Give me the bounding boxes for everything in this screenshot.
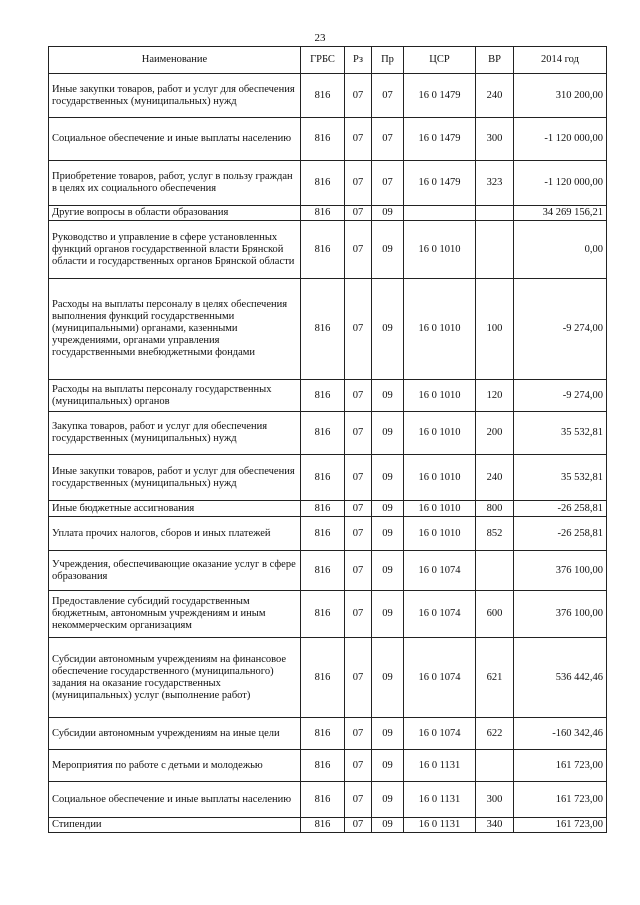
row-csr: 16 0 1010 <box>404 517 476 551</box>
row-rz: 07 <box>345 279 372 380</box>
row-csr: 16 0 1479 <box>404 161 476 206</box>
row-rz: 07 <box>345 412 372 455</box>
row-name: Иные закупки товаров, работ и услуг для обеспечения государственных (муниципальных) нужд <box>49 455 301 501</box>
row-grbs: 816 <box>301 221 345 279</box>
row-rz: 07 <box>345 118 372 161</box>
row-pr: 09 <box>372 517 404 551</box>
row-vr: 200 <box>476 412 514 455</box>
row-amount: 161 723,00 <box>514 818 607 833</box>
row-name: Учреждения, обеспечивающие оказание услуг в сфере образования <box>49 551 301 591</box>
row-name: Уплата прочих налогов, сборов и иных платежей <box>49 517 301 551</box>
table-row <box>49 380 607 412</box>
row-vr: 340 <box>476 818 514 833</box>
row-csr: 16 0 1074 <box>404 718 476 750</box>
row-csr <box>404 206 476 221</box>
row-vr: 100 <box>476 279 514 380</box>
row-name: Закупка товаров, работ и услуг для обеспечения государственных (муниципальных) нужд <box>49 412 301 455</box>
row-csr: 16 0 1010 <box>404 455 476 501</box>
row-csr: 16 0 1074 <box>404 551 476 591</box>
row-name: Расходы на выплаты персоналу государственных (муниципальных) органов <box>49 380 301 412</box>
row-amount: -26 258,81 <box>514 501 607 517</box>
table-row <box>49 74 607 118</box>
row-amount: 35 532,81 <box>514 412 607 455</box>
row-amount: 310 200,00 <box>514 74 607 118</box>
row-csr: 16 0 1131 <box>404 818 476 833</box>
row-rz: 07 <box>345 380 372 412</box>
row-grbs: 816 <box>301 380 345 412</box>
row-amount: 376 100,00 <box>514 591 607 638</box>
row-vr: 300 <box>476 782 514 818</box>
row-grbs: 816 <box>301 591 345 638</box>
row-name: Приобретение товаров, работ, услуг в пользу граждан в целях их социального обеспечения <box>49 161 301 206</box>
row-vr <box>476 221 514 279</box>
table-row <box>49 551 607 591</box>
row-pr: 09 <box>372 750 404 782</box>
row-grbs: 816 <box>301 118 345 161</box>
table-row <box>49 782 607 818</box>
row-vr: 240 <box>476 74 514 118</box>
row-csr: 16 0 1131 <box>404 750 476 782</box>
row-amount: -1 120 000,00 <box>514 118 607 161</box>
row-vr: 300 <box>476 118 514 161</box>
row-name: Стипендии <box>49 818 301 833</box>
row-grbs: 816 <box>301 638 345 718</box>
row-vr: 120 <box>476 380 514 412</box>
table-row <box>49 221 607 279</box>
row-csr: 16 0 1479 <box>404 118 476 161</box>
row-csr: 16 0 1010 <box>404 221 476 279</box>
table-row <box>49 591 607 638</box>
row-pr: 09 <box>372 718 404 750</box>
row-pr: 07 <box>372 161 404 206</box>
table-row <box>49 206 607 221</box>
row-grbs: 816 <box>301 818 345 833</box>
row-pr: 09 <box>372 551 404 591</box>
table-row <box>49 455 607 501</box>
row-pr: 09 <box>372 455 404 501</box>
table-row <box>49 818 607 833</box>
row-pr: 09 <box>372 412 404 455</box>
table-body <box>49 74 607 833</box>
row-vr: 621 <box>476 638 514 718</box>
row-grbs: 816 <box>301 750 345 782</box>
row-name: Другие вопросы в области образования <box>49 206 301 221</box>
row-name: Руководство и управление в сфере установленных функций органов государственной власти Брянской области и государственных органов Брянской области <box>49 221 301 279</box>
row-pr: 09 <box>372 380 404 412</box>
row-pr: 09 <box>372 279 404 380</box>
row-grbs: 816 <box>301 455 345 501</box>
row-pr: 07 <box>372 118 404 161</box>
row-amount: 536 442,46 <box>514 638 607 718</box>
row-rz: 07 <box>345 782 372 818</box>
row-rz: 07 <box>345 221 372 279</box>
row-amount: 161 723,00 <box>514 750 607 782</box>
page-number: 23 <box>314 32 326 44</box>
row-grbs: 816 <box>301 161 345 206</box>
row-rz: 07 <box>345 591 372 638</box>
row-vr: 323 <box>476 161 514 206</box>
row-rz: 07 <box>345 551 372 591</box>
table-row <box>49 750 607 782</box>
row-name: Расходы на выплаты персоналу в целях обеспечения выполнения функций государственными (муниципальными) органами, казенными учреждениями, органами управления государственными внебюджетными фондами <box>49 279 301 380</box>
row-amount: 376 100,00 <box>514 551 607 591</box>
row-pr: 09 <box>372 591 404 638</box>
row-csr: 16 0 1479 <box>404 74 476 118</box>
table-row <box>49 718 607 750</box>
row-rz: 07 <box>345 501 372 517</box>
header-rz: Рз <box>345 47 372 74</box>
row-csr: 16 0 1010 <box>404 380 476 412</box>
table-row <box>49 638 607 718</box>
row-grbs: 816 <box>301 718 345 750</box>
row-vr: 600 <box>476 591 514 638</box>
row-rz: 07 <box>345 638 372 718</box>
row-name: Иные бюджетные ассигнования <box>49 501 301 517</box>
row-grbs: 816 <box>301 412 345 455</box>
row-pr: 09 <box>372 818 404 833</box>
header-vr: ВР <box>476 47 514 74</box>
budget-table <box>48 46 607 833</box>
row-rz: 07 <box>345 206 372 221</box>
row-grbs: 816 <box>301 551 345 591</box>
row-csr: 16 0 1131 <box>404 782 476 818</box>
row-pr: 09 <box>372 221 404 279</box>
row-name: Социальное обеспечение и иные выплаты населению <box>49 782 301 818</box>
row-pr: 09 <box>372 638 404 718</box>
row-amount: 34 269 156,21 <box>514 206 607 221</box>
table-row <box>49 118 607 161</box>
row-rz: 07 <box>345 818 372 833</box>
row-vr: 852 <box>476 517 514 551</box>
row-csr: 16 0 1074 <box>404 591 476 638</box>
row-csr: 16 0 1010 <box>404 501 476 517</box>
row-grbs: 816 <box>301 782 345 818</box>
row-amount: -26 258,81 <box>514 517 607 551</box>
row-pr: 09 <box>372 206 404 221</box>
row-grbs: 816 <box>301 206 345 221</box>
row-name: Социальное обеспечение и иные выплаты населению <box>49 118 301 161</box>
row-name: Субсидии автономным учреждениям на финансовое обеспечение государственного (муниципального) задания на оказание государственных (муниципальных) услуг (выполнение работ) <box>49 638 301 718</box>
row-rz: 07 <box>345 718 372 750</box>
row-amount: 0,00 <box>514 221 607 279</box>
row-csr: 16 0 1074 <box>404 638 476 718</box>
row-grbs: 816 <box>301 517 345 551</box>
row-amount: -9 274,00 <box>514 279 607 380</box>
row-name: Предоставление субсидий государственным бюджетным, автономным учреждениям и иным некоммерческим организациям <box>49 591 301 638</box>
header-grbs: ГРБС <box>301 47 345 74</box>
table-row <box>49 279 607 380</box>
row-rz: 07 <box>345 517 372 551</box>
row-rz: 07 <box>345 455 372 501</box>
header-name: Наименование <box>49 47 301 74</box>
table-row <box>49 412 607 455</box>
row-grbs: 816 <box>301 279 345 380</box>
table-row <box>49 501 607 517</box>
row-rz: 07 <box>345 161 372 206</box>
row-csr: 16 0 1010 <box>404 412 476 455</box>
row-amount: 161 723,00 <box>514 782 607 818</box>
row-name: Субсидии автономным учреждениям на иные цели <box>49 718 301 750</box>
row-vr <box>476 206 514 221</box>
row-name: Иные закупки товаров, работ и услуг для обеспечения государственных (муниципальных) нужд <box>49 74 301 118</box>
row-grbs: 816 <box>301 501 345 517</box>
row-pr: 09 <box>372 501 404 517</box>
row-amount: -9 274,00 <box>514 380 607 412</box>
table-row <box>49 517 607 551</box>
row-pr: 07 <box>372 74 404 118</box>
row-rz: 07 <box>345 750 372 782</box>
row-grbs: 816 <box>301 74 345 118</box>
header-year: 2014 год <box>514 47 607 74</box>
row-vr <box>476 551 514 591</box>
row-rz: 07 <box>345 74 372 118</box>
row-pr: 09 <box>372 782 404 818</box>
table-row <box>49 161 607 206</box>
row-name: Мероприятия по работе с детьми и молодежью <box>49 750 301 782</box>
header-csr: ЦСР <box>404 47 476 74</box>
row-amount: -160 342,46 <box>514 718 607 750</box>
row-vr <box>476 750 514 782</box>
row-vr: 240 <box>476 455 514 501</box>
row-vr: 800 <box>476 501 514 517</box>
header-row <box>49 47 607 74</box>
row-vr: 622 <box>476 718 514 750</box>
header-pr: Пр <box>372 47 404 74</box>
row-amount: -1 120 000,00 <box>514 161 607 206</box>
row-amount: 35 532,81 <box>514 455 607 501</box>
row-csr: 16 0 1010 <box>404 279 476 380</box>
